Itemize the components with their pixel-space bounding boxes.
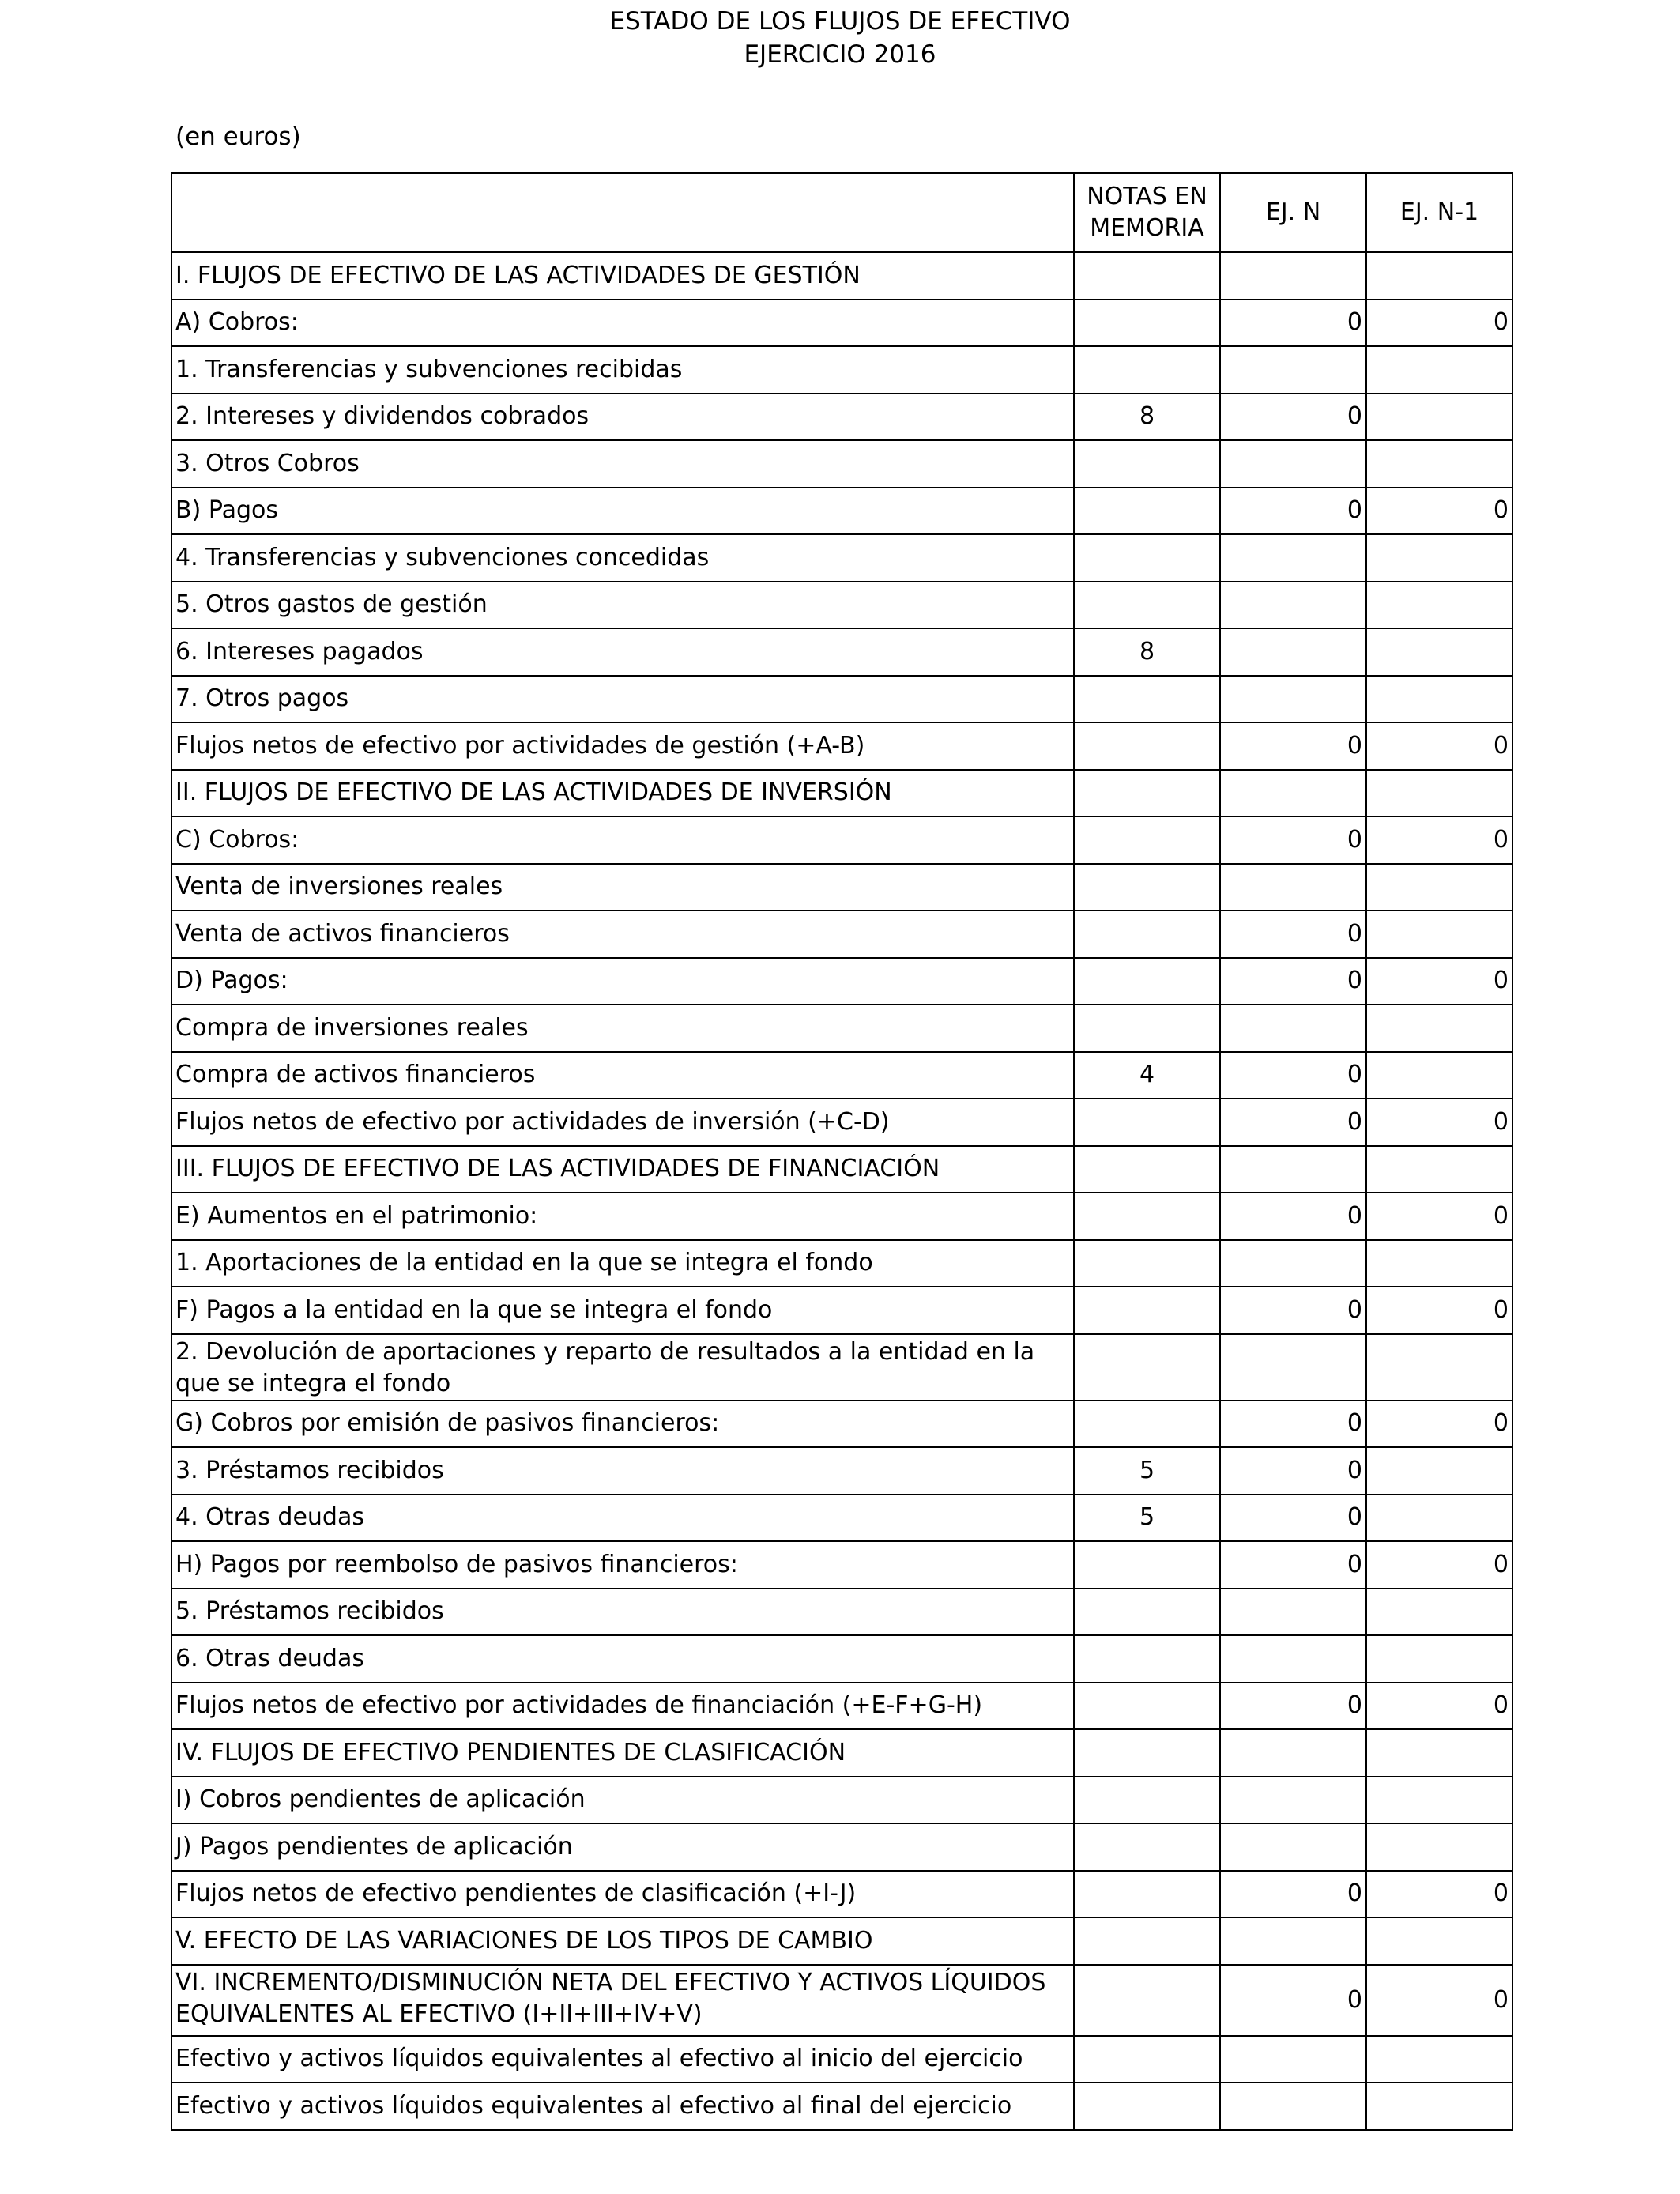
row-concept: 5. Otros gastos de gestión — [171, 582, 1074, 629]
row-ej-n1: 0 — [1366, 488, 1512, 535]
row-notes — [1074, 1400, 1220, 1448]
row-concept: I) Cobros pendientes de aplicación — [171, 1777, 1074, 1824]
row-ej-n1 — [1366, 1240, 1512, 1287]
row-ej-n — [1220, 1729, 1366, 1777]
row-ej-n: 0 — [1220, 1099, 1366, 1146]
row-ej-n1 — [1366, 1917, 1512, 1965]
table-row — [171, 1541, 1512, 1589]
row-concept: 7. Otros pagos — [171, 676, 1074, 723]
row-concept: B) Pagos — [171, 488, 1074, 535]
row-concept: J) Pagos pendientes de aplicación — [171, 1823, 1074, 1871]
row-ej-n1 — [1366, 440, 1512, 488]
table-row — [171, 1917, 1512, 1965]
row-ej-n1 — [1366, 346, 1512, 394]
row-concept: Flujos netos de efectivo por actividades de inversión (+C-D) — [171, 1099, 1074, 1146]
row-ej-n — [1220, 770, 1366, 817]
row-concept: 1. Transferencias y subvenciones recibidas — [171, 346, 1074, 394]
table-row — [171, 252, 1512, 300]
table-row — [171, 1193, 1512, 1240]
table-row — [171, 864, 1512, 911]
row-concept: 4. Otras deudas — [171, 1495, 1074, 1542]
row-notes — [1074, 1683, 1220, 1730]
row-notes — [1074, 534, 1220, 582]
row-concept: V. EFECTO DE LAS VARIACIONES DE LOS TIPOS DE CAMBIO — [171, 1917, 1074, 1965]
row-ej-n — [1220, 864, 1366, 911]
row-ej-n — [1220, 1240, 1366, 1287]
row-ej-n — [1220, 2036, 1366, 2083]
row-notes — [1074, 1965, 1220, 2036]
row-notes — [1074, 722, 1220, 770]
row-ej-n — [1220, 1777, 1366, 1824]
table-row — [171, 1871, 1512, 1918]
row-ej-n: 0 — [1220, 1052, 1366, 1099]
row-concept: 6. Intereses pagados — [171, 628, 1074, 676]
row-ej-n1 — [1366, 864, 1512, 911]
table-row — [171, 1099, 1512, 1146]
row-ej-n1 — [1366, 1777, 1512, 1824]
row-ej-n — [1220, 2083, 1366, 2130]
header-ej-n: EJ. N — [1220, 173, 1366, 252]
row-ej-n1: 0 — [1366, 1871, 1512, 1918]
document-title: ESTADO DE LOS FLUJOS DE EFECTIVO — [609, 7, 1071, 36]
row-notes: 8 — [1074, 628, 1220, 676]
table-header-row — [171, 173, 1512, 252]
row-concept: VI. INCREMENTO/DISMINUCIÓN NETA DEL EFECTIVO Y ACTIVOS LÍQUIDOS EQUIVALENTES AL EFECTIVO (I+II+III+IV+V) — [171, 1965, 1074, 2036]
row-notes — [1074, 816, 1220, 864]
row-notes — [1074, 1541, 1220, 1589]
table-row — [171, 1052, 1512, 1099]
row-ej-n1 — [1366, 252, 1512, 300]
table-row — [171, 488, 1512, 535]
table-row — [171, 1589, 1512, 1636]
row-ej-n1 — [1366, 770, 1512, 817]
table-row — [171, 816, 1512, 864]
row-concept: 3. Préstamos recibidos — [171, 1447, 1074, 1495]
row-ej-n: 0 — [1220, 1683, 1366, 1730]
row-ej-n1 — [1366, 676, 1512, 723]
row-ej-n — [1220, 628, 1366, 676]
row-ej-n1: 0 — [1366, 1400, 1512, 1448]
row-ej-n1: 0 — [1366, 300, 1512, 347]
row-notes — [1074, 676, 1220, 723]
row-concept: Compra de inversiones reales — [171, 1005, 1074, 1052]
row-notes — [1074, 1729, 1220, 1777]
table-row — [171, 1965, 1512, 2036]
table-body — [171, 252, 1512, 2130]
row-ej-n1: 0 — [1366, 1683, 1512, 1730]
table-row — [171, 1287, 1512, 1334]
row-concept: 4. Transferencias y subvenciones concedidas — [171, 534, 1074, 582]
row-ej-n1: 0 — [1366, 1965, 1512, 2036]
row-ej-n1 — [1366, 1005, 1512, 1052]
row-notes — [1074, 864, 1220, 911]
row-concept: Venta de inversiones reales — [171, 864, 1074, 911]
row-ej-n1 — [1366, 910, 1512, 958]
row-ej-n1 — [1366, 628, 1512, 676]
row-notes — [1074, 1193, 1220, 1240]
table-row — [171, 1495, 1512, 1542]
table-row — [171, 582, 1512, 629]
row-ej-n1: 0 — [1366, 1287, 1512, 1334]
row-notes — [1074, 1240, 1220, 1287]
row-ej-n: 0 — [1220, 958, 1366, 1005]
row-ej-n: 0 — [1220, 722, 1366, 770]
row-ej-n: 0 — [1220, 1287, 1366, 1334]
row-notes — [1074, 910, 1220, 958]
table-row — [171, 770, 1512, 817]
row-ej-n1 — [1366, 1052, 1512, 1099]
header-ej-n1: EJ. N-1 — [1366, 173, 1512, 252]
row-ej-n: 0 — [1220, 300, 1366, 347]
row-ej-n — [1220, 1146, 1366, 1193]
row-notes — [1074, 2036, 1220, 2083]
row-ej-n1 — [1366, 582, 1512, 629]
row-concept: E) Aumentos en el patrimonio: — [171, 1193, 1074, 1240]
row-ej-n1 — [1366, 1495, 1512, 1542]
row-ej-n — [1220, 534, 1366, 582]
row-ej-n — [1220, 582, 1366, 629]
row-ej-n1: 0 — [1366, 1099, 1512, 1146]
table-row — [171, 1777, 1512, 1824]
row-notes: 8 — [1074, 394, 1220, 441]
row-concept: Efectivo y activos líquidos equivalentes al efectivo al inicio del ejercicio — [171, 2036, 1074, 2083]
row-notes — [1074, 300, 1220, 347]
row-concept: Efectivo y activos líquidos equivalentes al efectivo al final del ejercicio — [171, 2083, 1074, 2130]
table-row — [171, 1635, 1512, 1683]
row-concept: Flujos netos de efectivo por actividades de gestión (+A-B) — [171, 722, 1074, 770]
table-row — [171, 2036, 1512, 2083]
row-ej-n — [1220, 252, 1366, 300]
table-row — [171, 1729, 1512, 1777]
row-concept: Flujos netos de efectivo por actividades de financiación (+E-F+G-H) — [171, 1683, 1074, 1730]
row-ej-n — [1220, 1334, 1366, 1400]
row-concept: C) Cobros: — [171, 816, 1074, 864]
row-ej-n — [1220, 1005, 1366, 1052]
row-notes — [1074, 488, 1220, 535]
row-ej-n: 0 — [1220, 1193, 1366, 1240]
row-concept: 3. Otros Cobros — [171, 440, 1074, 488]
row-concept: H) Pagos por reembolso de pasivos financieros: — [171, 1541, 1074, 1589]
row-ej-n: 0 — [1220, 1965, 1366, 2036]
table-row — [171, 2083, 1512, 2130]
table-row — [171, 1823, 1512, 1871]
row-concept: 1. Aportaciones de la entidad en la que se integra el fondo — [171, 1240, 1074, 1287]
row-notes — [1074, 1917, 1220, 1965]
row-ej-n1 — [1366, 1334, 1512, 1400]
row-ej-n: 0 — [1220, 1541, 1366, 1589]
row-ej-n1: 0 — [1366, 1193, 1512, 1240]
table-row — [171, 1240, 1512, 1287]
row-notes: 5 — [1074, 1495, 1220, 1542]
table-row — [171, 722, 1512, 770]
row-notes — [1074, 1334, 1220, 1400]
row-notes — [1074, 346, 1220, 394]
row-ej-n1 — [1366, 2083, 1512, 2130]
table-row — [171, 1005, 1512, 1052]
table-row — [171, 440, 1512, 488]
row-concept: F) Pagos a la entidad en la que se integra el fondo — [171, 1287, 1074, 1334]
row-concept: III. FLUJOS DE EFECTIVO DE LAS ACTIVIDADES DE FINANCIACIÓN — [171, 1146, 1074, 1193]
row-concept: 5. Préstamos recibidos — [171, 1589, 1074, 1636]
row-concept: A) Cobros: — [171, 300, 1074, 347]
row-ej-n1 — [1366, 1823, 1512, 1871]
row-ej-n1: 0 — [1366, 816, 1512, 864]
row-notes — [1074, 1005, 1220, 1052]
table-row — [171, 910, 1512, 958]
row-ej-n1 — [1366, 1635, 1512, 1683]
table-row — [171, 1146, 1512, 1193]
row-ej-n — [1220, 676, 1366, 723]
row-ej-n1: 0 — [1366, 722, 1512, 770]
row-notes — [1074, 1099, 1220, 1146]
row-concept: 2. Devolución de aportaciones y reparto de resultados a la entidad en la que se integra el fondo — [171, 1334, 1074, 1400]
document-subtitle: EJERCICIO 2016 — [744, 40, 936, 69]
header-notes: NOTAS EN MEMORIA — [1074, 173, 1220, 252]
row-ej-n — [1220, 1635, 1366, 1683]
row-concept: Flujos netos de efectivo pendientes de clasificación (+I-J) — [171, 1871, 1074, 1918]
row-ej-n1 — [1366, 534, 1512, 582]
row-ej-n1: 0 — [1366, 958, 1512, 1005]
row-ej-n: 0 — [1220, 910, 1366, 958]
row-notes — [1074, 582, 1220, 629]
table-row — [171, 676, 1512, 723]
currency-units-label: (en euros) — [175, 123, 301, 151]
row-concept: IV. FLUJOS DE EFECTIVO PENDIENTES DE CLASIFICACIÓN — [171, 1729, 1074, 1777]
row-concept: II. FLUJOS DE EFECTIVO DE LAS ACTIVIDADES DE INVERSIÓN — [171, 770, 1074, 817]
row-ej-n1 — [1366, 1146, 1512, 1193]
row-ej-n: 0 — [1220, 1871, 1366, 1918]
row-concept: Venta de activos financieros — [171, 910, 1074, 958]
row-notes — [1074, 440, 1220, 488]
row-ej-n1: 0 — [1366, 1541, 1512, 1589]
row-ej-n: 0 — [1220, 394, 1366, 441]
row-concept: 2. Intereses y dividendos cobrados — [171, 394, 1074, 441]
row-ej-n1 — [1366, 1589, 1512, 1636]
row-notes: 4 — [1074, 1052, 1220, 1099]
row-notes — [1074, 1777, 1220, 1824]
table-row — [171, 346, 1512, 394]
row-ej-n — [1220, 1917, 1366, 1965]
cash-flow-table — [171, 172, 1513, 2131]
header-concept — [171, 173, 1074, 252]
row-ej-n: 0 — [1220, 1447, 1366, 1495]
row-notes — [1074, 252, 1220, 300]
table-row — [171, 628, 1512, 676]
table-row — [171, 1683, 1512, 1730]
row-notes — [1074, 1287, 1220, 1334]
table-row — [171, 1334, 1512, 1400]
row-notes — [1074, 1823, 1220, 1871]
row-ej-n: 0 — [1220, 1400, 1366, 1448]
row-ej-n1 — [1366, 1729, 1512, 1777]
table-row — [171, 394, 1512, 441]
row-ej-n — [1220, 1823, 1366, 1871]
table-row — [171, 1400, 1512, 1448]
row-concept: 6. Otras deudas — [171, 1635, 1074, 1683]
table-row — [171, 1447, 1512, 1495]
row-notes — [1074, 2083, 1220, 2130]
row-concept: G) Cobros por emisión de pasivos financieros: — [171, 1400, 1074, 1448]
row-ej-n — [1220, 1589, 1366, 1636]
row-notes — [1074, 1871, 1220, 1918]
row-ej-n1 — [1366, 394, 1512, 441]
row-ej-n: 0 — [1220, 816, 1366, 864]
row-notes — [1074, 958, 1220, 1005]
row-concept: I. FLUJOS DE EFECTIVO DE LAS ACTIVIDADES DE GESTIÓN — [171, 252, 1074, 300]
row-notes — [1074, 1635, 1220, 1683]
row-notes — [1074, 1146, 1220, 1193]
row-concept: D) Pagos: — [171, 958, 1074, 1005]
row-ej-n — [1220, 440, 1366, 488]
table-row — [171, 534, 1512, 582]
row-notes: 5 — [1074, 1447, 1220, 1495]
row-ej-n1 — [1366, 1447, 1512, 1495]
row-notes — [1074, 770, 1220, 817]
table-row — [171, 958, 1512, 1005]
row-notes — [1074, 1589, 1220, 1636]
row-concept: Compra de activos financieros — [171, 1052, 1074, 1099]
row-ej-n1 — [1366, 2036, 1512, 2083]
row-ej-n: 0 — [1220, 1495, 1366, 1542]
row-ej-n: 0 — [1220, 488, 1366, 535]
table-row — [171, 300, 1512, 347]
row-ej-n — [1220, 346, 1366, 394]
